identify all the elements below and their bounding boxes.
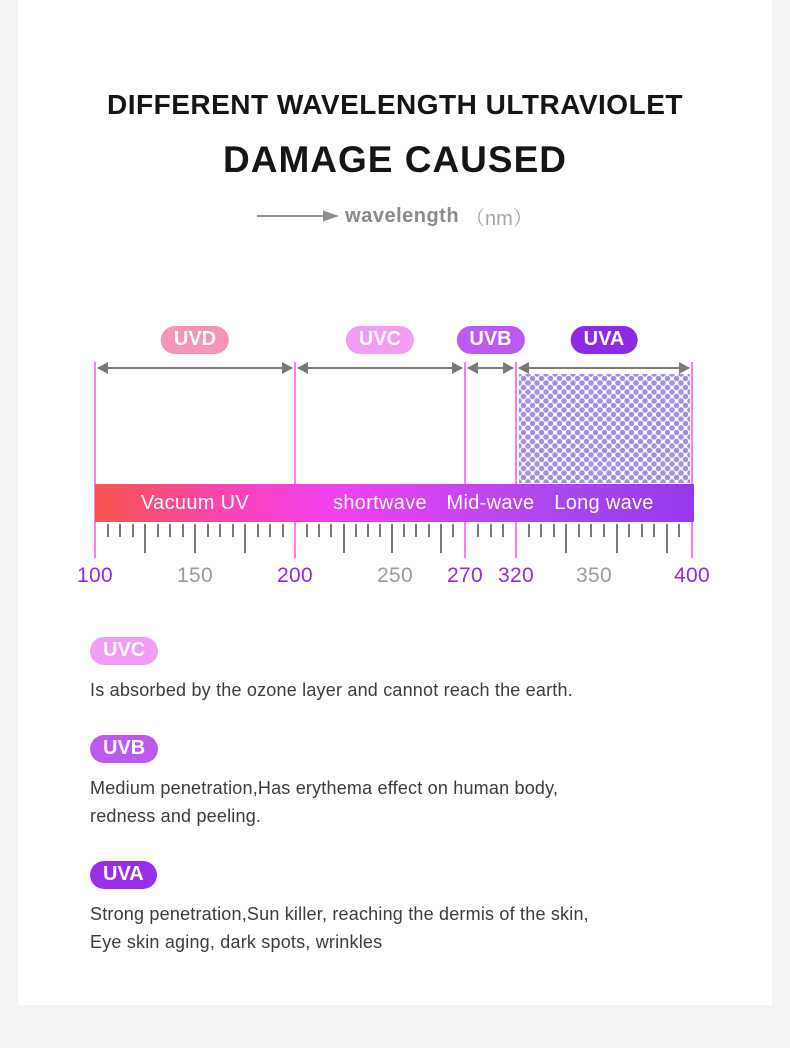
marker-line-320	[515, 362, 517, 558]
ruler-major-tick	[391, 524, 393, 553]
arrowhead-right-icon	[282, 362, 293, 374]
range-arrow-uvb	[468, 367, 513, 369]
ruler-minor-tick	[428, 524, 430, 537]
section-uva-text-line1: Strong penetration,Sun killer, reaching the dermis of the skin,	[90, 904, 589, 924]
ruler-minor-tick	[132, 524, 134, 537]
ruler-minor-tick	[578, 524, 580, 537]
ruler-major-tick	[565, 524, 567, 553]
arrowhead-left-icon	[97, 362, 108, 374]
ruler-minor-tick	[157, 524, 159, 537]
axis-unit: （nm）	[465, 207, 533, 230]
ruler-major-tick	[440, 524, 442, 553]
ruler-minor-tick	[403, 524, 405, 537]
scale-number-100: 100	[77, 564, 113, 587]
ruler-minor-tick	[282, 524, 284, 537]
arrowhead-left-icon	[467, 362, 478, 374]
ruler-minor-tick	[306, 524, 308, 537]
ruler-minor-tick	[590, 524, 592, 537]
ruler-minor-tick	[330, 524, 332, 537]
scale-number-250: 250	[377, 564, 413, 587]
ruler-major-tick	[194, 524, 196, 553]
spectrum-bar	[95, 484, 694, 522]
ruler-minor-tick	[528, 524, 530, 537]
marker-line-200	[294, 362, 296, 558]
ruler-minor-tick	[452, 524, 454, 537]
band-badge-uva: UVA	[571, 326, 638, 354]
ruler-minor-tick	[653, 524, 655, 537]
bar-label-uvd: Vacuum UV	[141, 492, 249, 514]
ruler-minor-tick	[318, 524, 320, 537]
marker-line-400	[691, 362, 693, 558]
range-arrow-uvc	[298, 367, 462, 369]
ruler-major-tick	[616, 524, 618, 553]
range-arrow-uva	[519, 367, 689, 369]
scale-number-270: 270	[447, 564, 483, 587]
ruler-minor-tick	[553, 524, 555, 537]
ruler-minor-tick	[490, 524, 492, 537]
page-title-line2: DAMAGE CAUSED	[223, 139, 567, 180]
ruler-minor-tick	[257, 524, 259, 537]
ruler-minor-tick	[182, 524, 184, 537]
ruler-minor-tick	[603, 524, 605, 537]
ruler-minor-tick	[678, 524, 680, 537]
arrowhead-left-icon	[518, 362, 529, 374]
marker-line-100	[94, 362, 96, 558]
axis-label: wavelength	[345, 204, 460, 227]
section-uvb-text-line1: Medium penetration,Has erythema effect on human body,	[90, 778, 559, 798]
ruler-minor-tick	[540, 524, 542, 537]
arrowhead-right-icon	[503, 362, 514, 374]
band-badge-uvd: UVD	[161, 326, 229, 354]
ruler-minor-tick	[219, 524, 221, 537]
ruler-major-tick	[666, 524, 668, 553]
section-uvc-text-line1: Is absorbed by the ozone layer and cannot reach the earth.	[90, 680, 573, 700]
section-badge-uvc: UVC	[90, 637, 158, 665]
bar-label-uvc: shortwave	[333, 492, 427, 514]
section-uva	[90, 861, 730, 956]
scale-number-150: 150	[177, 564, 213, 587]
ruler-minor-tick	[628, 524, 630, 537]
ruler-minor-tick	[107, 524, 109, 537]
section-badge-uva: UVA	[90, 861, 157, 889]
scale-number-400: 400	[674, 564, 710, 587]
ruler-major-tick	[343, 524, 345, 553]
uva-dot-pattern-zone	[519, 374, 690, 483]
ruler-minor-tick	[355, 524, 357, 537]
band-badge-uvb: UVB	[456, 326, 524, 354]
section-uvb-text-line2: redness and peeling.	[90, 806, 262, 826]
ruler-major-tick	[244, 524, 246, 553]
marker-line-270	[464, 362, 466, 558]
ruler-minor-tick	[477, 524, 479, 537]
wavelength-caption	[0, 202, 790, 230]
ruler-minor-tick	[367, 524, 369, 537]
scale-number-350: 350	[576, 564, 612, 587]
uv-descriptions	[90, 637, 730, 987]
section-badge-uvb: UVB	[90, 735, 158, 763]
section-uvc	[90, 637, 730, 704]
ruler-minor-tick	[269, 524, 271, 537]
ruler-minor-tick	[119, 524, 121, 537]
ruler-minor-tick	[207, 524, 209, 537]
section-uvb	[90, 735, 730, 830]
ruler-minor-tick	[169, 524, 171, 537]
section-uva-text-line2: Eye skin aging, dark spots, wrinkles	[90, 932, 383, 952]
ruler-minor-tick	[502, 524, 504, 537]
rightward-arrow-icon	[257, 209, 339, 223]
arrowhead-left-icon	[297, 362, 308, 374]
ruler-minor-tick	[232, 524, 234, 537]
ruler-minor-tick	[641, 524, 643, 537]
bar-label-uvb: Mid-wave	[446, 492, 535, 514]
scale-number-200: 200	[277, 564, 313, 587]
page-title-line1: DIFFERENT WAVELENGTH ULTRAVIOLET	[107, 89, 683, 120]
scale-number-320: 320	[498, 564, 534, 587]
band-badge-uvc: UVC	[346, 326, 414, 354]
arrowhead-right-icon	[452, 362, 463, 374]
range-arrow-uvd	[98, 367, 292, 369]
arrowhead-right-icon	[679, 362, 690, 374]
ruler-minor-tick	[379, 524, 381, 537]
bar-label-uva: Long wave	[554, 492, 654, 514]
ruler-minor-tick	[415, 524, 417, 537]
ruler-major-tick	[144, 524, 146, 553]
